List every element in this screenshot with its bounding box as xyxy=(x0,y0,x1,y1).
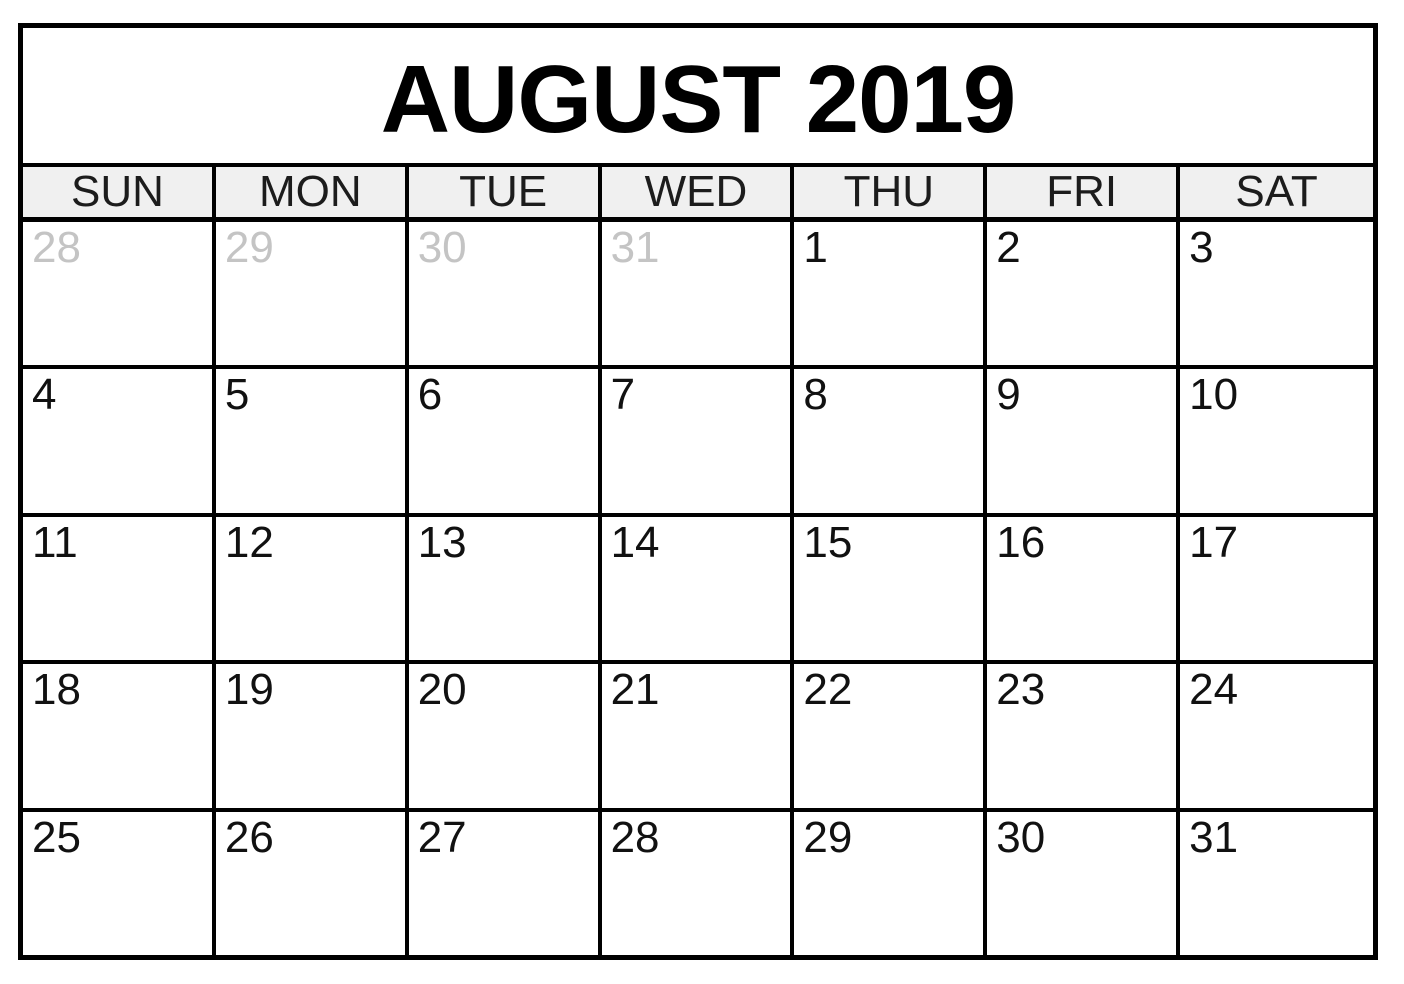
day-number: 24 xyxy=(1189,665,1239,715)
day-cell[interactable] xyxy=(409,369,602,512)
day-cell[interactable] xyxy=(602,369,795,512)
day-number: 13 xyxy=(417,517,467,567)
day-cell[interactable] xyxy=(794,517,987,660)
day-cell[interactable] xyxy=(23,517,216,660)
weekday-header-row xyxy=(23,163,1373,222)
day-number: 22 xyxy=(803,665,853,715)
day-number: 27 xyxy=(417,812,467,862)
weekday-header-fri: FRI xyxy=(987,167,1180,217)
day-cell[interactable] xyxy=(23,664,216,807)
calendar-title: AUGUST 2019 xyxy=(380,45,1016,153)
monthly-calendar xyxy=(18,23,1378,960)
weekday-header-sat: SAT xyxy=(1235,167,1318,216)
day-cell[interactable] xyxy=(216,369,409,512)
day-cell[interactable] xyxy=(409,812,602,955)
day-cell[interactable] xyxy=(1180,369,1373,512)
day-cell[interactable] xyxy=(1180,517,1373,660)
day-cell[interactable] xyxy=(602,664,795,807)
weekday-header-thu: THU xyxy=(794,167,987,217)
weekday-header-mon: MON xyxy=(216,167,409,217)
week-row-3 xyxy=(23,517,1373,664)
day-cell-prev-month[interactable] xyxy=(23,222,216,365)
day-cell[interactable] xyxy=(794,222,987,365)
day-number: 29 xyxy=(803,812,853,862)
day-number: 18 xyxy=(32,665,81,715)
day-cell[interactable] xyxy=(987,517,1180,660)
day-cell[interactable] xyxy=(23,369,216,512)
day-number: 20 xyxy=(417,665,467,715)
day-number: 11 xyxy=(32,517,78,567)
day-number: 3 xyxy=(1189,223,1214,272)
week-row-5 xyxy=(23,812,1373,955)
day-cell[interactable] xyxy=(602,517,795,660)
day-cell[interactable] xyxy=(1180,222,1373,365)
weekday-header-sun: SUN xyxy=(23,167,216,217)
day-number: 21 xyxy=(610,665,660,715)
day-number: 30 xyxy=(417,223,467,272)
day-number: 23 xyxy=(996,665,1046,715)
day-number: 19 xyxy=(224,665,274,715)
day-number: 17 xyxy=(1189,517,1239,567)
day-cell[interactable] xyxy=(1180,812,1373,955)
day-cell[interactable] xyxy=(602,812,795,955)
day-number: 28 xyxy=(32,223,81,272)
day-number: 14 xyxy=(610,517,660,567)
day-number: 8 xyxy=(803,370,828,420)
day-cell-prev-month[interactable] xyxy=(602,222,795,365)
day-number: 4 xyxy=(32,370,57,420)
day-cell[interactable] xyxy=(1180,664,1373,807)
weekday-header-tue: TUE xyxy=(409,167,602,217)
week-row-4 xyxy=(23,664,1373,811)
day-number: 31 xyxy=(1189,812,1239,862)
day-cell[interactable] xyxy=(216,812,409,955)
day-number: 31 xyxy=(610,223,660,272)
day-cell[interactable] xyxy=(409,664,602,807)
day-cell[interactable] xyxy=(23,812,216,955)
day-cell[interactable] xyxy=(794,664,987,807)
day-cell[interactable] xyxy=(987,222,1180,365)
day-cell[interactable] xyxy=(987,664,1180,807)
day-cell[interactable] xyxy=(409,517,602,660)
day-number: 16 xyxy=(996,517,1046,567)
day-number: 2 xyxy=(996,223,1021,272)
day-number: 1 xyxy=(803,223,828,272)
day-number: 5 xyxy=(224,370,250,420)
day-cell[interactable] xyxy=(987,369,1180,512)
day-number: 30 xyxy=(996,812,1046,862)
day-number: 7 xyxy=(610,370,636,420)
day-number: 9 xyxy=(996,370,1021,420)
day-cell[interactable] xyxy=(216,517,409,660)
week-row-2 xyxy=(23,369,1373,516)
day-number: 28 xyxy=(610,812,660,862)
day-cell-prev-month[interactable] xyxy=(409,222,602,365)
week-row-1 xyxy=(23,222,1373,369)
day-cell[interactable] xyxy=(216,664,409,807)
day-cell[interactable] xyxy=(794,369,987,512)
day-cell-prev-month[interactable] xyxy=(216,222,409,365)
day-number: 6 xyxy=(417,370,443,420)
day-number: 12 xyxy=(224,517,274,567)
day-number: 26 xyxy=(224,812,274,862)
day-number: 29 xyxy=(224,223,274,272)
calendar-title-row xyxy=(23,28,1373,163)
day-cell[interactable] xyxy=(987,812,1180,955)
day-number: 25 xyxy=(32,812,81,862)
day-cell[interactable] xyxy=(794,812,987,955)
day-number: 10 xyxy=(1189,370,1239,420)
weekday-header-wed: WED xyxy=(602,167,795,217)
day-number: 15 xyxy=(803,517,853,567)
